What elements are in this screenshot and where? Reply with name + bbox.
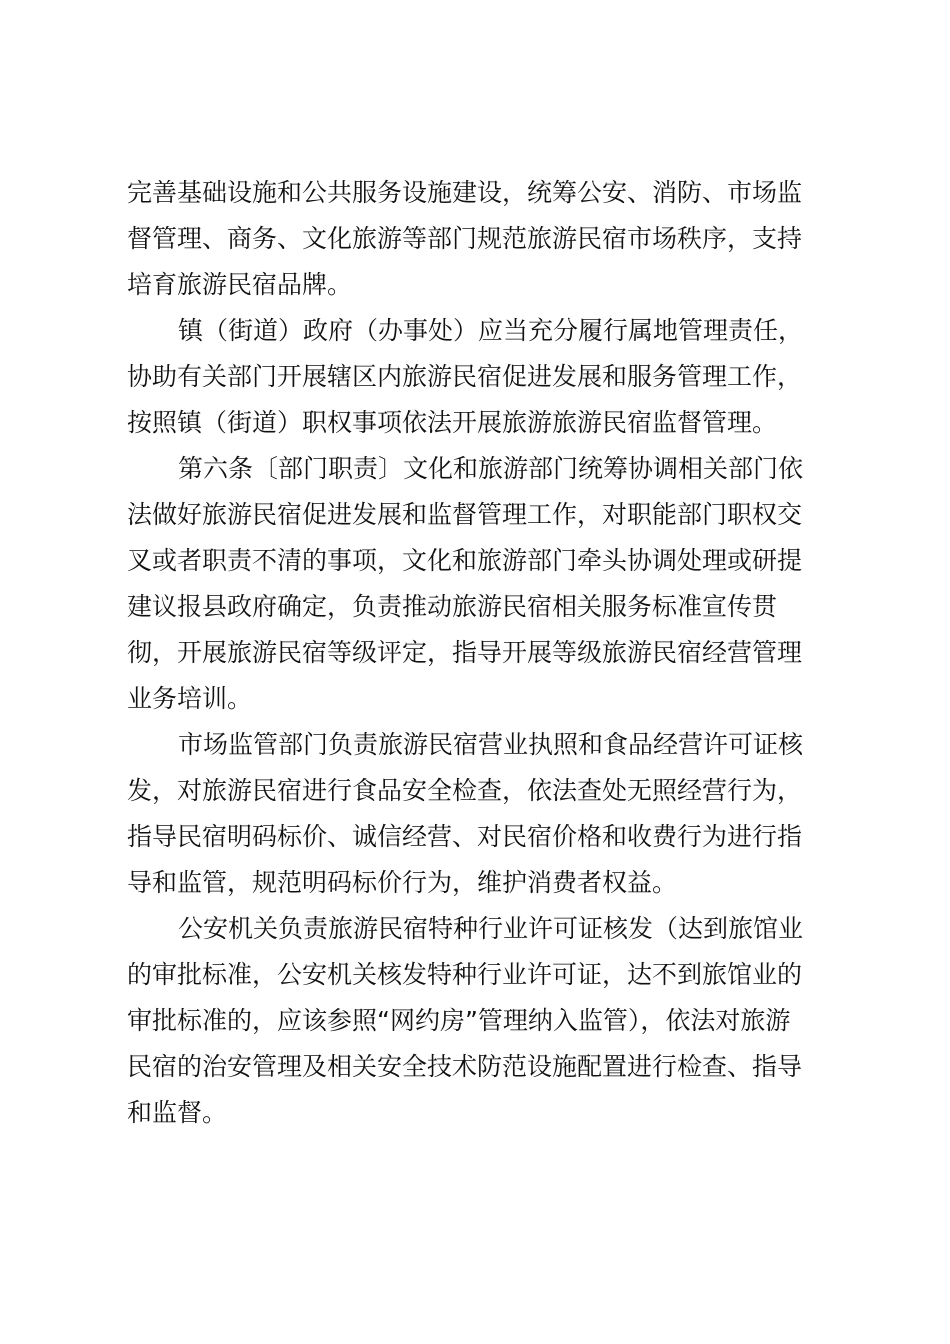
text-line: 导和监管，规范明码标价行为，维护消费者权益。 bbox=[127, 868, 678, 897]
text-line: 和监督。 bbox=[127, 1098, 228, 1127]
text-line: 完善基础设施和公共服务设施建设，统筹公安、消防、市场监 bbox=[127, 178, 803, 207]
text-line: 按照镇（街道）职权事项依法开展旅游旅游民宿监督管理。 bbox=[127, 408, 778, 437]
text-line: 协助有关部门开展辖区内旅游民宿促进发展和服务管理工作， bbox=[127, 362, 803, 391]
text-line: 培育旅游民宿品牌。 bbox=[127, 270, 353, 299]
paragraph-start-line: 公安机关负责旅游民宿特种行业许可证核发（达到旅馆业 bbox=[178, 914, 804, 943]
paragraph-start-line: 市场监管部门负责旅游民宿营业执照和食品经营许可证核 bbox=[178, 730, 804, 759]
text-line: 督管理、商务、文化旅游等部门规范旅游民宿市场秩序，支持 bbox=[127, 224, 803, 253]
text-line: 审批标准的，应该参照“网约房”管理纳入监管），依法对旅游 bbox=[127, 1006, 791, 1035]
text-line: 法做好旅游民宿促进发展和监督管理工作，对职能部门职权交 bbox=[127, 500, 803, 529]
text-line: 彻，开展旅游民宿等级评定，指导开展等级旅游民宿经营管理 bbox=[127, 638, 803, 667]
text-line: 的审批标准，公安机关核发特种行业许可证，达不到旅馆业的 bbox=[127, 960, 803, 989]
article-six-heading-line: 第六条〔部门职责〕文化和旅游部门统筹协调相关部门依 bbox=[178, 454, 804, 483]
text-line: 叉或者职责不清的事项，文化和旅游部门牵头协调处理或研提 bbox=[127, 546, 803, 575]
text-line: 民宿的治安管理及相关安全技术防范设施配置进行检查、指导 bbox=[127, 1052, 803, 1081]
text-line: 发，对旅游民宿进行食品安全检查，依法查处无照经营行为， bbox=[127, 776, 803, 805]
text-line: 建议报县政府确定，负责推动旅游民宿相关服务标准宣传贯 bbox=[127, 592, 778, 621]
document-body bbox=[127, 170, 827, 1136]
text-line: 业务培训。 bbox=[127, 684, 253, 713]
text-line: 指导民宿明码标价、诚信经营、对民宿价格和收费行为进行指 bbox=[127, 822, 803, 851]
paragraph-start-line: 镇（街道）政府（办事处）应当充分履行属地管理责任， bbox=[178, 316, 804, 345]
